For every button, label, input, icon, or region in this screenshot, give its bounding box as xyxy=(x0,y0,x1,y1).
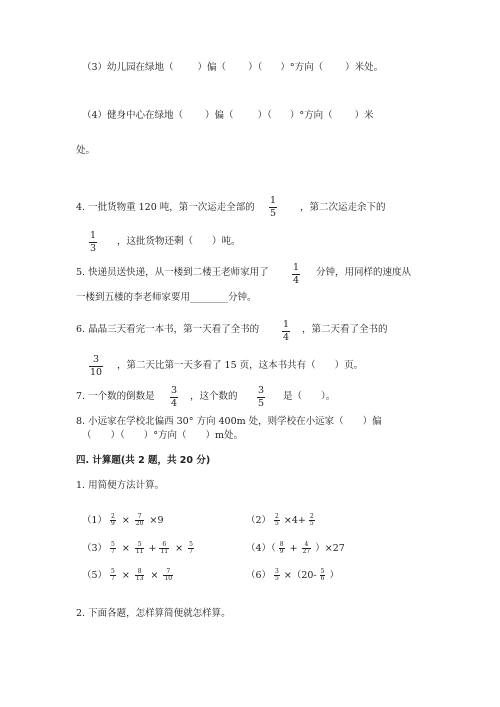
calc-item-6-rest: ） xyxy=(329,569,339,581)
calc-item-4-op-1: + xyxy=(289,542,298,554)
q3-part4-text-e: ）米 xyxy=(354,110,374,121)
q5-text-2: 分钟，用同样的速度从 xyxy=(316,267,412,278)
denominator: 7 xyxy=(111,548,115,555)
q7-fraction-1-denominator: 4 xyxy=(171,397,178,409)
q3-part4-text-a: （4）健身中心在绿地（ xyxy=(82,110,184,121)
calc-item-5-label: （5） xyxy=(82,569,108,581)
denominator: 5 xyxy=(275,575,279,582)
calc-item-6-fraction-2 xyxy=(320,569,326,582)
numerator: 5 xyxy=(111,541,115,548)
q3-part4-text-c: ）（ xyxy=(257,110,272,121)
calc-item-2-fraction-2 xyxy=(309,514,315,527)
q7-fraction-2-numerator: 3 xyxy=(258,385,265,396)
q7-text-3: 是（ ）。 xyxy=(283,391,336,402)
calc-item-1-fraction-2 xyxy=(135,514,145,527)
calc-item-3-fraction-1 xyxy=(110,542,116,555)
denominator: 27 xyxy=(302,548,311,555)
calc-item-5-fraction-3 xyxy=(163,569,173,582)
calc-item-6-label: （6） xyxy=(246,569,272,581)
q4-text-1: 4. 一批货物重 120 吨，第一次运走全部的 xyxy=(76,202,255,213)
calc-item-6 xyxy=(246,569,341,582)
q7-text-1: 7. 一个数的倒数是 xyxy=(76,391,155,402)
q5-fraction-numerator: 1 xyxy=(293,262,300,273)
calc-item-2-label: （2） xyxy=(246,514,272,526)
q5-fraction xyxy=(292,263,300,285)
numerator: 8 xyxy=(137,568,142,575)
q4-text-3: ，这批货物还剩（ ）吨。 xyxy=(117,236,241,247)
q5-text-1: 5. 快递员送快递，从一楼到二楼王老师家用了 xyxy=(76,267,269,278)
q4-fraction-1-numerator: 1 xyxy=(270,195,277,206)
calc-item-4-fraction-1 xyxy=(279,542,285,555)
calc-item-3-fraction-2 xyxy=(135,542,145,555)
denominator: 9 xyxy=(279,548,284,555)
calc-item-4-rest: ）×27 xyxy=(315,542,345,554)
calc-item-3-fraction-4 xyxy=(188,542,194,555)
section-title: 四. 计算题(共 2 题，共 20 分) xyxy=(76,455,211,466)
numerator: 2 xyxy=(111,513,115,520)
q7-fraction-1-numerator: 3 xyxy=(171,385,178,396)
calc-item-5-op-2: × xyxy=(150,569,159,581)
numerator: 8 xyxy=(279,541,284,548)
q3-part3-text-e: ）米处。 xyxy=(345,62,384,73)
calc-item-5 xyxy=(82,569,175,582)
denominator: 10 xyxy=(164,575,173,582)
q3-part3-text-d: ）°方向（ xyxy=(280,62,324,73)
calc-item-3-label: （3） xyxy=(82,542,108,554)
calc-item-3-op-2: + xyxy=(148,542,157,554)
calc-q1-title: 1. 用简便方法计算。 xyxy=(76,480,165,491)
q6-fraction-2-numerator: 3 xyxy=(93,354,100,365)
q4-fraction-2 xyxy=(89,231,97,253)
denominator: 7 xyxy=(111,575,115,582)
calc-item-1-label: （1） xyxy=(82,514,108,526)
q7-fraction-1 xyxy=(170,386,178,408)
q3-part3-text-c: ）（ xyxy=(248,62,263,73)
calc-item-3-fraction-3 xyxy=(159,542,169,555)
calc-item-1-op-1: × xyxy=(121,514,130,526)
q4-fraction-2-numerator: 1 xyxy=(90,230,97,241)
numerator: 2 xyxy=(309,513,314,520)
q7-text-2: ，这个数的 xyxy=(190,391,238,402)
q3-part3-text-a: （3）幼儿园在绿地（ xyxy=(82,62,174,73)
q6-fraction-2 xyxy=(89,355,103,377)
calc-item-3 xyxy=(82,542,196,555)
q3-part4-wrap: 处。 xyxy=(76,145,96,156)
q6-text-2: ，第二天看了全书的 xyxy=(302,324,388,335)
denominator: 20 xyxy=(135,520,144,527)
q6-fraction-1-denominator: 4 xyxy=(283,331,290,343)
numerator: 5 xyxy=(320,568,325,575)
q4-text-2: ，第二次运走余下的 xyxy=(300,202,386,213)
numerator: 5 xyxy=(137,541,142,548)
numerator: 7 xyxy=(137,513,142,520)
q8-text-1: 8. 小远家在学校北偏西 30° 方向 400m 处，则学校在小远家（ ）偏 xyxy=(76,416,382,427)
q5-fraction-denominator: 4 xyxy=(293,274,300,286)
calc-item-2-fraction-1 xyxy=(274,514,280,527)
numerator: 2 xyxy=(275,513,279,520)
numerator: 3 xyxy=(275,568,279,575)
calc-item-3-op-1: × xyxy=(121,542,130,554)
denominator: 13 xyxy=(135,575,144,582)
denominator: 9 xyxy=(111,520,115,527)
q3-part3-text-b: ）偏（ xyxy=(197,62,227,73)
q3-part4-line xyxy=(82,111,374,121)
calc-item-4-fraction-2 xyxy=(302,542,312,555)
q5-text-3: 一楼到五楼的李老师家要用________分钟。 xyxy=(76,292,257,303)
denominator: 6 xyxy=(320,575,325,582)
calc-item-5-op-1: × xyxy=(121,569,130,581)
q3-part3-line xyxy=(82,63,383,73)
q4-fraction-1 xyxy=(269,196,277,218)
numerator: 5 xyxy=(111,568,115,575)
calc-item-5-fraction-2 xyxy=(135,569,145,582)
q4-fraction-1-denominator: 5 xyxy=(270,207,277,219)
calc-item-4-label: （4）（ xyxy=(246,542,276,554)
calc-item-1 xyxy=(82,514,166,527)
denominator: 11 xyxy=(160,548,169,555)
q6-fraction-1-numerator: 1 xyxy=(283,319,290,330)
calc-item-2 xyxy=(246,514,317,527)
calc-item-2-mid: ×4+ xyxy=(283,514,306,526)
calc-q2-title: 2. 下面各题，怎样算简便就怎样算。 xyxy=(76,608,231,619)
q6-text-1: 6. 晶晶三天看完一本书，第一天看了全书的 xyxy=(76,324,260,335)
q3-part4-text-d: ）°方向（ xyxy=(289,110,333,121)
calc-item-3-op-3: × xyxy=(175,542,184,554)
q3-part4-text-b: ）偏（ xyxy=(205,110,234,121)
denominator: 5 xyxy=(309,520,314,527)
numerator: 6 xyxy=(162,541,167,548)
q4-fraction-2-denominator: 3 xyxy=(90,242,97,254)
q6-text-3: ，第二天比第一天多看了 15 页，这本书共有（ ）页。 xyxy=(117,360,364,371)
calc-item-5-fraction-1 xyxy=(110,569,116,582)
numerator: 4 xyxy=(304,541,309,548)
q8-text-2: （ ）（ ）°方向（ ）m处。 xyxy=(82,430,244,441)
calc-item-1-fraction-1 xyxy=(110,514,116,527)
numerator: 7 xyxy=(166,568,171,575)
q6-fraction-2-denominator: 10 xyxy=(90,366,103,378)
calc-item-6-mid: ×（20- xyxy=(283,569,317,581)
calc-item-6-fraction-1 xyxy=(274,569,280,582)
q7-fraction-2 xyxy=(257,386,265,408)
denominator: 11 xyxy=(135,548,144,555)
q6-fraction-1 xyxy=(282,320,290,342)
denominator: 7 xyxy=(189,548,193,555)
numerator: 5 xyxy=(189,541,193,548)
denominator: 5 xyxy=(275,520,279,527)
calc-item-4 xyxy=(246,542,347,555)
q7-fraction-2-denominator: 5 xyxy=(258,397,265,409)
calc-item-1-rest: ×9 xyxy=(149,514,164,526)
